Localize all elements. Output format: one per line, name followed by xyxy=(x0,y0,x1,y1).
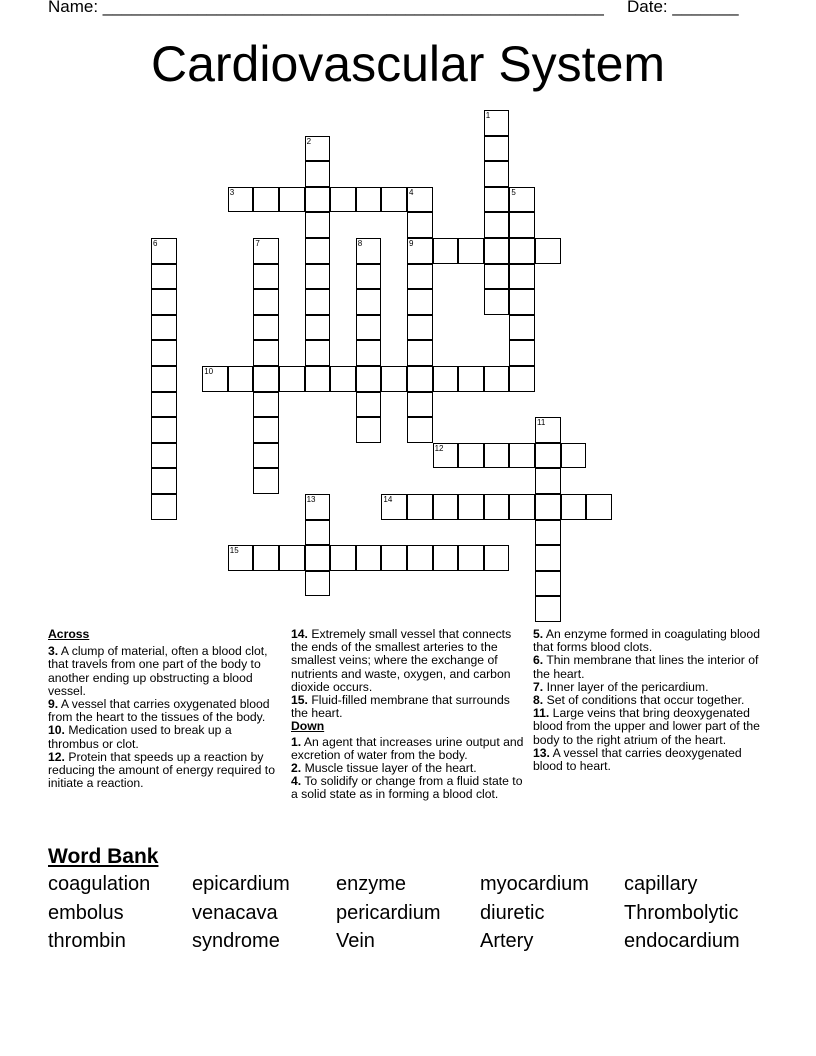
crossword-cell[interactable] xyxy=(433,545,459,571)
clue-down-7: 7. Inner layer of the pericardium. xyxy=(533,679,709,694)
crossword-cell[interactable] xyxy=(535,443,561,469)
word-bank-item: Artery xyxy=(480,930,534,952)
crossword-cell[interactable] xyxy=(381,545,407,571)
crossword-cell[interactable] xyxy=(151,289,177,315)
crossword-cell[interactable] xyxy=(330,545,356,571)
clue-across-12: 12. Protein that speeds up a reaction by reducing the amount of energy required to initiate a reaction. xyxy=(48,749,275,791)
word-bank xyxy=(48,873,768,959)
word-bank-title: Word Bank xyxy=(48,845,159,868)
crossword-cell[interactable] xyxy=(509,366,535,392)
clue-down-4: 4. To solidify or change from a fluid state to a solid state as in forming a blood clot. xyxy=(291,774,523,802)
clue-down-8: 8. Set of conditions that occur together. xyxy=(533,693,745,708)
crossword-cell[interactable] xyxy=(305,520,331,546)
word-bank-item: Thrombolytic xyxy=(624,901,739,924)
word-bank-item: enzyme xyxy=(336,873,407,895)
crossword-cell[interactable] xyxy=(458,366,484,392)
crossword-cell[interactable] xyxy=(484,494,510,520)
crossword-cell[interactable] xyxy=(228,366,254,392)
crossword-cell[interactable] xyxy=(253,340,279,366)
crossword-cell[interactable] xyxy=(253,187,279,213)
crossword-cell[interactable] xyxy=(305,238,331,264)
crossword-cell[interactable] xyxy=(356,417,382,443)
name-field-label: Name: _____________________________________________________ xyxy=(48,0,604,16)
crossword-cell[interactable] xyxy=(535,596,561,622)
crossword-cell[interactable] xyxy=(253,417,279,443)
crossword-cell[interactable] xyxy=(305,187,331,213)
crossword-cell[interactable] xyxy=(356,315,382,341)
crossword-cell[interactable] xyxy=(279,187,305,213)
crossword-cell[interactable] xyxy=(151,238,177,264)
clue-number: 5 xyxy=(511,187,516,197)
crossword-cell[interactable] xyxy=(279,545,305,571)
clue-across-15: 15. Fluid-filled membrane that surrounds the heart. xyxy=(291,693,510,721)
crossword-cell[interactable] xyxy=(228,545,254,571)
crossword-cell[interactable] xyxy=(535,238,561,264)
clue-column-3 xyxy=(533,628,767,773)
crossword-cell[interactable] xyxy=(305,366,331,392)
crossword-cell[interactable] xyxy=(535,571,561,597)
crossword-cell[interactable] xyxy=(151,392,177,418)
crossword-cell[interactable] xyxy=(305,136,331,162)
crossword-cell[interactable] xyxy=(253,392,279,418)
crossword-cell[interactable] xyxy=(253,289,279,315)
clue-across-3: 3. A clump of material, often a blood clot, that travels from one part of the body to another ending up obstructing a blood vessel. xyxy=(48,644,268,698)
crossword-cell[interactable] xyxy=(253,238,279,264)
crossword-cell[interactable] xyxy=(535,468,561,494)
crossword-cell[interactable] xyxy=(356,187,382,213)
crossword-cell[interactable] xyxy=(484,136,510,162)
crossword-cell[interactable] xyxy=(433,494,459,520)
crossword-cell[interactable] xyxy=(228,187,254,213)
crossword-cell[interactable] xyxy=(509,315,535,341)
word-bank-item: endocardium xyxy=(624,930,740,952)
crossword-cell[interactable] xyxy=(407,289,433,315)
crossword-cell[interactable] xyxy=(484,289,510,315)
clue-number: 13 xyxy=(306,495,316,504)
crossword-cell[interactable] xyxy=(305,264,331,290)
crossword-cell[interactable] xyxy=(305,315,331,341)
clue-down-6: 6. Thin membrane that lines the interior of the heart. xyxy=(533,653,759,681)
crossword-cell[interactable] xyxy=(253,366,279,392)
crossword-cell[interactable] xyxy=(356,545,382,571)
crossword-cell[interactable] xyxy=(151,315,177,341)
crossword-cell[interactable] xyxy=(509,340,535,366)
crossword-cell[interactable] xyxy=(356,340,382,366)
clue-across-9: 9. A vessel that carries oxygenated blood from the heart to the tissues of the body. xyxy=(48,697,270,725)
crossword-cell[interactable] xyxy=(484,366,510,392)
crossword-cell[interactable] xyxy=(356,238,382,264)
crossword-cell[interactable] xyxy=(509,264,535,290)
word-bank-item: syndrome xyxy=(192,930,280,952)
crossword-cell[interactable] xyxy=(484,187,510,213)
crossword-cell[interactable] xyxy=(509,443,535,469)
word-bank-item: myocardium xyxy=(480,873,589,895)
clue-down-1: 1. An agent that increases urine output and excretion of water from the body. xyxy=(291,734,524,762)
crossword-cell[interactable] xyxy=(253,468,279,494)
clue-number: 6 xyxy=(153,239,158,248)
word-bank-item: epicardium xyxy=(192,873,290,895)
crossword-cell[interactable] xyxy=(151,443,177,469)
word-bank-item: coagulation xyxy=(48,873,151,895)
crossword-cell[interactable] xyxy=(484,443,510,469)
clue-down-2: 2. Muscle tissue layer of the heart. xyxy=(291,761,477,776)
crossword-cell[interactable] xyxy=(330,187,356,213)
crossword-cell[interactable] xyxy=(151,366,177,392)
crossword-cell[interactable] xyxy=(151,264,177,290)
crossword-cell[interactable] xyxy=(484,238,510,264)
crossword-cell[interactable] xyxy=(509,212,535,238)
clue-across-14: 14. Extremely small vessel that connects the ends of the smallest arteries to the smallest veins; where the exchange of nutrients and waste, oxygen, and carbon dioxide occurs. xyxy=(291,627,512,694)
crossword-cell[interactable] xyxy=(535,417,561,443)
crossword-cell[interactable] xyxy=(356,366,382,392)
clue-number: 12 xyxy=(434,443,444,453)
crossword-cell[interactable] xyxy=(202,366,228,392)
crossword-cell[interactable] xyxy=(279,366,305,392)
clue-number: 3 xyxy=(229,187,235,197)
crossword-cell[interactable] xyxy=(484,212,510,238)
crossword-cell[interactable] xyxy=(253,545,279,571)
crossword-cell[interactable] xyxy=(151,417,177,443)
crossword-cell[interactable] xyxy=(253,443,279,469)
crossword-cell[interactable] xyxy=(484,545,510,571)
crossword-cell[interactable] xyxy=(305,571,331,597)
word-bank-item: diuretic xyxy=(480,901,545,924)
crossword-cell[interactable] xyxy=(305,340,331,366)
clue-number: 11 xyxy=(537,418,546,428)
crossword-cell[interactable] xyxy=(484,264,510,290)
clue-number: 14 xyxy=(383,495,393,504)
clue-column-2 xyxy=(291,628,525,802)
clue-down-11: 11. Large veins that bring deoxygenated blood from the upper and lower part of the body to the right atrium of the heart. xyxy=(533,706,760,747)
word-bank-item: embolus xyxy=(48,901,124,924)
crossword-cell[interactable] xyxy=(407,187,433,213)
crossword-cell[interactable] xyxy=(561,443,587,469)
crossword-cell[interactable] xyxy=(509,187,535,213)
crossword-cell[interactable] xyxy=(561,494,587,520)
crossword-cell[interactable] xyxy=(356,289,382,315)
crossword-cell[interactable] xyxy=(509,494,535,520)
crossword-cell[interactable] xyxy=(381,494,407,520)
down-heading: Down xyxy=(291,719,325,734)
crossword-cell[interactable] xyxy=(433,238,459,264)
crossword-cell[interactable] xyxy=(407,392,433,418)
crossword-cell[interactable] xyxy=(381,187,407,213)
across-heading: Across xyxy=(48,627,90,641)
crossword-cell[interactable] xyxy=(305,161,331,187)
crossword-cell[interactable] xyxy=(253,315,279,341)
crossword-cell[interactable] xyxy=(535,545,561,571)
crossword-cell[interactable] xyxy=(433,443,459,469)
crossword-cell[interactable] xyxy=(305,289,331,315)
crossword-cell[interactable] xyxy=(407,212,433,238)
word-bank-item: Vein xyxy=(336,930,375,952)
crossword-cell[interactable] xyxy=(305,212,331,238)
crossword-cell[interactable] xyxy=(407,494,433,520)
clue-down-5: 5. An enzyme formed in coagulating blood that forms blood clots. xyxy=(533,627,760,655)
crossword-cell[interactable] xyxy=(535,520,561,546)
crossword-cell[interactable] xyxy=(407,545,433,571)
clue-number: 8 xyxy=(357,239,363,248)
crossword-cell[interactable] xyxy=(458,494,484,520)
crossword-cell[interactable] xyxy=(484,110,510,136)
crossword-cell[interactable] xyxy=(381,366,407,392)
crossword-cell[interactable] xyxy=(330,366,356,392)
clue-down-13: 13. A vessel that carries deoxygenated blood to heart. xyxy=(533,745,742,774)
crossword-cell[interactable] xyxy=(151,494,177,520)
crossword-cell[interactable] xyxy=(484,161,510,187)
crossword-cell[interactable] xyxy=(509,289,535,315)
clue-number: 7 xyxy=(255,239,260,248)
crossword-cell[interactable] xyxy=(253,264,279,290)
crossword-cell[interactable] xyxy=(407,264,433,290)
page-title: Cardiovascular System xyxy=(150,36,666,92)
crossword-cell[interactable] xyxy=(305,545,331,571)
crossword-cell[interactable] xyxy=(458,238,484,264)
clue-number: 10 xyxy=(204,367,214,376)
crossword-cell[interactable] xyxy=(586,494,612,520)
clue-number: 2 xyxy=(306,136,312,146)
clue-number: 15 xyxy=(229,546,239,556)
crossword-cell[interactable] xyxy=(356,392,382,418)
crossword-cell[interactable] xyxy=(407,417,433,443)
date-field-label: Date: _______ xyxy=(627,0,739,16)
word-bank-item: venacava xyxy=(192,901,278,924)
clue-number: 9 xyxy=(409,239,414,248)
crossword-cell[interactable] xyxy=(433,366,459,392)
clue-number: 1 xyxy=(485,111,491,120)
word-bank-item: thrombin xyxy=(48,930,126,952)
crossword-cell[interactable] xyxy=(151,468,177,494)
crossword-cell[interactable] xyxy=(407,366,433,392)
crossword-cell[interactable] xyxy=(509,238,535,264)
crossword-cell[interactable] xyxy=(407,340,433,366)
word-bank-item: capillary xyxy=(624,873,698,895)
crossword-cell[interactable] xyxy=(458,443,484,469)
clue-column-1 xyxy=(48,628,282,790)
word-bank-item: pericardium xyxy=(336,901,441,924)
crossword-cell[interactable] xyxy=(458,545,484,571)
crossword-cell[interactable] xyxy=(151,340,177,366)
crossword-cell[interactable] xyxy=(535,494,561,520)
clue-across-10: 10. Medication used to break up a thrombus or clot. xyxy=(48,723,232,751)
crossword-cell[interactable] xyxy=(407,238,433,264)
crossword-cell[interactable] xyxy=(305,494,331,520)
crossword-cell[interactable] xyxy=(356,264,382,290)
clue-number: 4 xyxy=(409,187,414,197)
crossword-cell[interactable] xyxy=(407,315,433,341)
